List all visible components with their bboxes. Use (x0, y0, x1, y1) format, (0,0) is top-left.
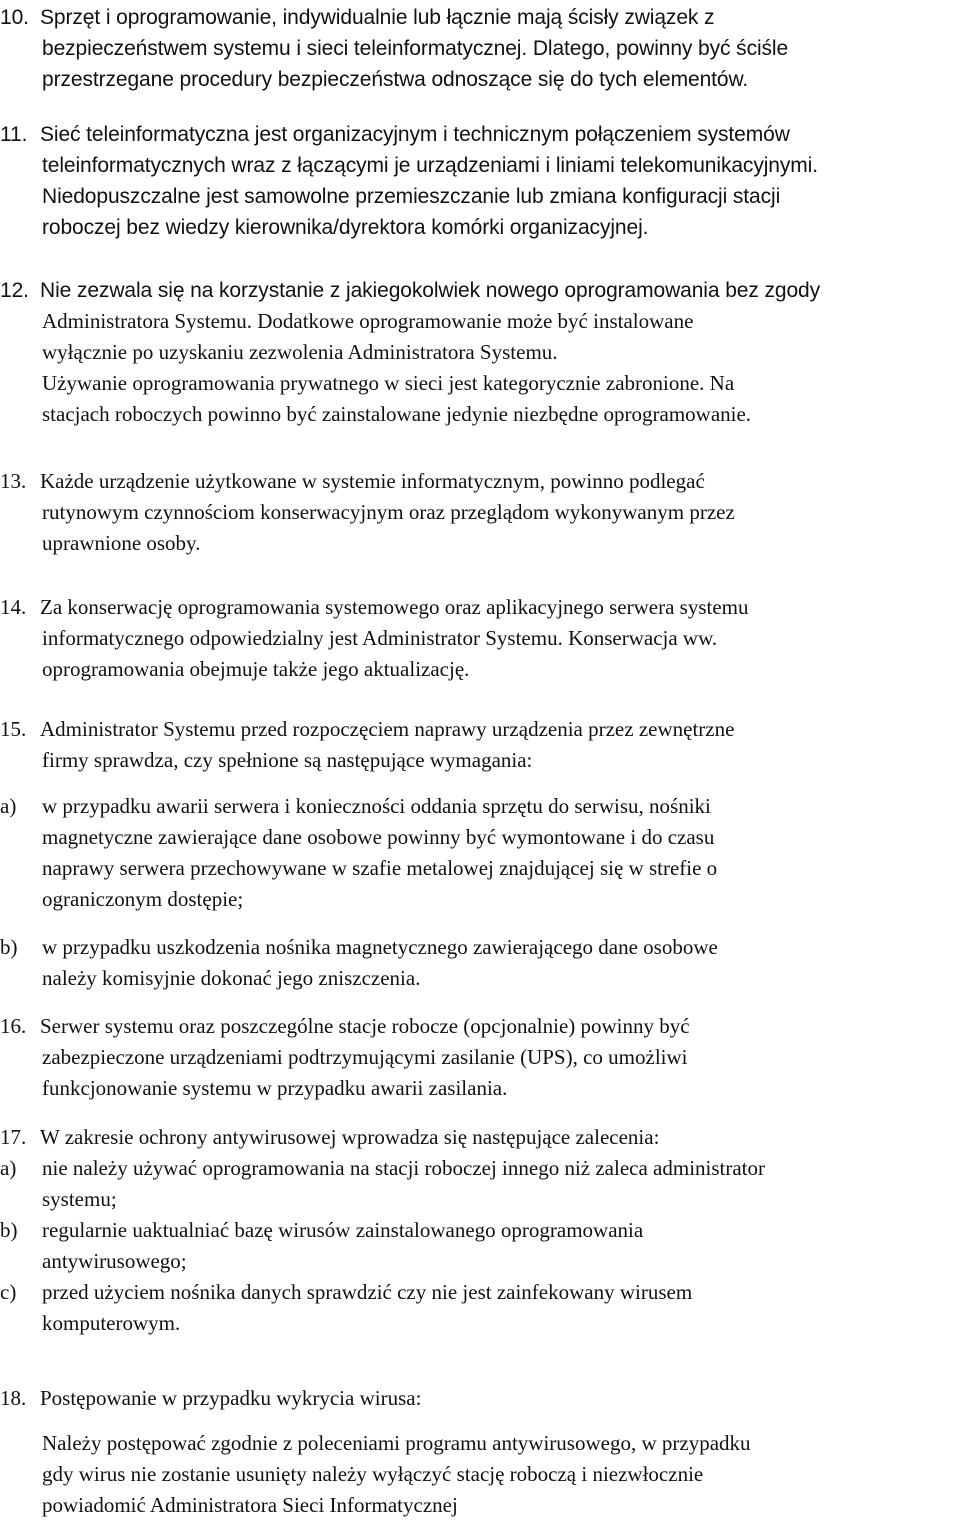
paragraph-line: powiadomić Administratora Sieci Informatycznej (42, 1493, 458, 1517)
paragraph-line: Każde urządzenie użytkowane w systemie informatycznym, powinno podlegać (40, 469, 705, 493)
paragraph-line: Administratora Systemu. Dodatkowe oprogramowanie może być instalowane (42, 309, 694, 333)
list-line: przed użyciem nośnika danych sprawdzić czy nie jest zainfekowany wirusem (42, 1280, 693, 1304)
list-line: regularnie uaktualniać bazę wirusów zainstalowanego oprogramowania (42, 1218, 644, 1242)
list-label: b) (0, 935, 18, 959)
paragraph-line: Nie zezwala się na korzystanie z jakiegokolwiek nowego oprogramowania bez zgody (40, 279, 821, 302)
paragraph-number: 14. (0, 595, 27, 619)
paragraph-11 (0, 119, 960, 243)
list-label: b) (0, 1218, 18, 1242)
paragraph-line: Sieć teleinformatyczna jest organizacyjnym i technicznym połączeniem systemów (40, 123, 790, 146)
paragraph-line: teleinformatycznych wraz z łączącymi je urządzeniami i liniami telekomunikacyjnymi. (42, 154, 818, 177)
paragraph-line: Administrator Systemu przed rozpoczęciem naprawy urządzenia przez zewnętrzne (40, 717, 735, 741)
paragraph-line: stacjach roboczych powinno być zainstalowane jedynie niezbędne oprogramowanie. (42, 402, 752, 426)
paragraph-line: bezpieczeństwem systemu i sieci teleinformatycznej. Dlatego, powinny być ściśle (42, 37, 789, 60)
paragraph-number: 15. (0, 717, 27, 741)
paragraph-number: 12. (0, 279, 29, 302)
paragraph-13 (0, 466, 960, 559)
paragraph-line: firmy sprawdza, czy spełnione są następujące wymagania: (42, 748, 533, 772)
paragraph-17 (0, 1122, 960, 1153)
list-line: magnetyczne zawierające dane osobowe powinny być wymontowane i do czasu (42, 825, 715, 849)
list-label: a) (0, 794, 17, 818)
paragraph-line: uprawnione osoby. (42, 531, 201, 555)
list-item-15b (0, 932, 960, 994)
paragraph-line: funkcjonowanie systemu w przypadku awarii zasilania. (42, 1076, 508, 1100)
paragraph-line: rutynowym czynnościom konserwacyjnym oraz przeglądom wykonywanym przez (42, 500, 735, 524)
paragraph-18-body (0, 1428, 960, 1521)
paragraph-line: Należy postępować zgodnie z poleceniami programu antywirusowego, w przypadku (42, 1431, 751, 1455)
paragraph-number: 17. (0, 1125, 27, 1149)
list-line: w przypadku uszkodzenia nośnika magnetycznego zawierającego dane osobowe (42, 935, 718, 959)
paragraph-line: informatycznego odpowiedzialny jest Administrator Systemu. Konserwacja ww. (42, 626, 718, 650)
list-line: komputerowym. (42, 1311, 181, 1335)
paragraph-line: Sprzęt i oprogramowanie, indywidualnie lub łącznie mają ścisły związek z (40, 6, 715, 29)
list-line: antywirusowego; (42, 1249, 187, 1273)
paragraph-line: zabezpieczone urządzeniami podtrzymującymi zasilanie (UPS), co umożliwi (42, 1045, 688, 1069)
paragraph-line: Postępowanie w przypadku wykrycia wirusa: (40, 1386, 422, 1410)
paragraph-number: 16. (0, 1014, 27, 1038)
paragraph-number: 13. (0, 469, 27, 493)
paragraph-line: gdy wirus nie zostanie usunięty należy wyłączyć stację roboczą i niezwłocznie (42, 1462, 704, 1486)
list-label: a) (0, 1156, 17, 1180)
paragraph-line: Serwer systemu oraz poszczególne stacje robocze (opcjonalnie) powinny być (40, 1014, 690, 1038)
paragraph-line: Niedopuszczalne jest samowolne przemieszczanie lub zmiana konfiguracji stacji (42, 185, 781, 208)
paragraph-line: Za konserwację oprogramowania systemowego oraz aplikacyjnego serwera systemu (40, 595, 749, 619)
list-line: naprawy serwera przechowywane w szafie metalowej znajdującej się w strefie o (42, 856, 718, 880)
paragraph-line: Używanie oprogramowania prywatnego w sieci jest kategorycznie zabronione. Na (42, 371, 735, 395)
list-label: c) (0, 1280, 17, 1304)
paragraph-line: oprogramowania obejmuje także jego aktualizację. (42, 657, 470, 681)
paragraph-line: W zakresie ochrony antywirusowej wprowadza się następujące zalecenia: (40, 1125, 660, 1149)
list-item-17b (0, 1215, 960, 1277)
paragraph-10 (0, 2, 960, 95)
paragraph-12 (0, 275, 960, 306)
list-line: ograniczonym dostępie; (42, 887, 244, 911)
list-item-15a (0, 791, 960, 915)
paragraph-number: 11. (0, 123, 28, 146)
paragraph-15 (0, 714, 960, 776)
paragraph-line: przestrzegane procedury bezpieczeństwa odnoszące się do tych elementów. (42, 68, 749, 91)
paragraph-line: roboczej bez wiedzy kierownika/dyrektora komórki organizacyjnej. (42, 216, 649, 239)
list-item-17c (0, 1277, 960, 1339)
list-line: nie należy używać oprogramowania na stacji roboczej innego niż zaleca administrator (42, 1156, 766, 1180)
paragraph-16 (0, 1011, 960, 1104)
paragraph-14 (0, 592, 960, 685)
paragraph-number: 18. (0, 1386, 27, 1410)
list-line: należy komisyjnie dokonać jego zniszczenia. (42, 966, 421, 990)
paragraph-number: 10. (0, 6, 29, 29)
list-line: systemu; (42, 1187, 117, 1211)
paragraph-18 (0, 1383, 960, 1414)
list-item-17a (0, 1153, 960, 1215)
paragraph-12-continued (0, 306, 960, 430)
paragraph-line: wyłącznie po uzyskaniu zezwolenia Administratora Systemu. (42, 340, 558, 364)
list-line: w przypadku awarii serwera i konieczności oddania sprzętu do serwisu, nośniki (42, 794, 711, 818)
